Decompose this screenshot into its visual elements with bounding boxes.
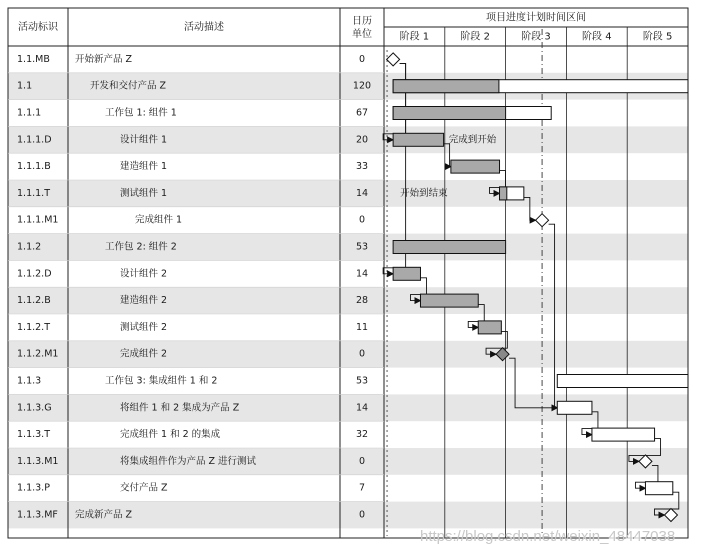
task-bar: [393, 107, 505, 120]
activity-duration: 0: [358, 53, 366, 65]
task-bar: [557, 401, 592, 414]
activity-description: 完成组件 2: [120, 348, 168, 360]
phase-label: 阶段 5: [642, 31, 673, 43]
task-bar: [393, 241, 505, 254]
activity-description: 将集成组件作为产品 Z 进行测试: [120, 455, 257, 467]
activity-id: 1.1.3.M1: [17, 455, 59, 467]
task-bar: [393, 80, 499, 93]
header-id: 活动标识: [18, 22, 58, 33]
row-band: [8, 448, 688, 475]
activity-duration: 14: [355, 402, 369, 414]
activity-description: 建造组件 2: [120, 295, 168, 307]
task-bar: [478, 321, 501, 334]
phase-label: 阶段 2: [460, 31, 490, 43]
activity-description: 设计组件 1: [120, 134, 168, 146]
activity-description: 建造组件 1: [120, 161, 168, 173]
phase-label: 阶段 3: [521, 31, 551, 43]
header-duration-line2: 单位: [352, 29, 372, 40]
row-band: [8, 287, 688, 314]
task-bar: [592, 428, 655, 441]
activity-id: 1.1.2.D: [17, 268, 52, 280]
activity-duration: 0: [358, 214, 366, 226]
activity-id: 1.1.2.M1: [17, 348, 59, 360]
activity-id: 1.1.2: [17, 241, 42, 253]
activity-description: 完成组件 1 和 2 的集成: [120, 429, 221, 441]
header-duration-line1: 日历: [352, 16, 372, 27]
task-bar: [420, 294, 478, 307]
row-band: [8, 126, 688, 153]
activity-id: 1.1.1.D: [17, 134, 52, 146]
task-bar: [393, 267, 420, 280]
activity-id: 1.1.MB: [17, 53, 50, 65]
row-band: [8, 341, 688, 368]
activity-duration: 0: [358, 509, 366, 521]
activity-duration: 0: [358, 455, 366, 467]
task-bar: [557, 375, 688, 388]
dependency-annotation: 开始到结束: [400, 187, 448, 199]
activity-id: 1.1.3.MF: [17, 509, 58, 521]
activity-duration: 53: [355, 241, 369, 253]
activity-id: 1.1.3.P: [17, 482, 50, 494]
activity-id: 1.1.2.T: [17, 321, 50, 333]
watermark: https://blog.csdn.net/weixin_48447038: [420, 528, 676, 545]
activity-description: 完成组件 1: [135, 214, 183, 226]
activity-description: 测试组件 2: [120, 321, 168, 333]
activity-duration: 33: [355, 161, 369, 173]
activity-id: 1.1.3.G: [17, 402, 52, 414]
milestone-marker: [387, 53, 400, 66]
activity-duration: 20: [355, 134, 369, 146]
activity-duration: 32: [355, 429, 369, 441]
activity-description: 开发和交付产品 Z: [90, 80, 167, 92]
activity-description: 将组件 1 和 2 集成为产品 Z: [120, 402, 240, 414]
milestone-marker: [536, 214, 549, 227]
activity-duration: 67: [355, 107, 369, 119]
task-bar: [393, 133, 443, 146]
activity-id: 1.1.2.B: [17, 295, 51, 307]
activity-id: 1.1.1.T: [17, 187, 50, 199]
activity-id: 1.1.3.T: [17, 429, 50, 441]
activity-duration: 11: [355, 321, 369, 333]
activity-id: 1.1.1: [17, 107, 42, 119]
activity-description: 设计组件 2: [120, 268, 168, 280]
header-timeline-title: 项目进度计划时间区间: [486, 12, 586, 24]
activity-duration: 28: [355, 295, 369, 307]
phase-label: 阶段 4: [582, 31, 612, 43]
activity-id: 1.1: [17, 80, 33, 92]
activity-description: 交付产品 Z: [120, 482, 168, 494]
activity-duration: 14: [355, 268, 369, 280]
row-band: [8, 180, 688, 207]
activity-description: 开始新产品 Z: [75, 53, 133, 65]
activity-duration: 0: [358, 348, 366, 360]
activity-duration: 14: [355, 187, 369, 199]
activity-description: 工作包 2: 组件 2: [105, 241, 177, 253]
dependency-annotation: 完成到开始: [448, 134, 497, 146]
activity-id: 1.1.3: [17, 375, 42, 387]
activity-id: 1.1.1.M1: [17, 214, 59, 226]
activity-duration: 53: [355, 375, 369, 387]
activity-description: 工作包 1: 组件 1: [105, 107, 177, 119]
task-bar: [451, 160, 500, 173]
activity-id: 1.1.1.B: [17, 161, 51, 173]
phase-label: 阶段 1: [399, 31, 430, 43]
activity-description: 完成新产品 Z: [75, 509, 133, 521]
activity-duration: 7: [358, 482, 366, 494]
task-bar: [645, 482, 672, 495]
activity-duration: 120: [352, 80, 372, 92]
header-description: 活动描述: [184, 22, 224, 33]
activity-description: 测试组件 1: [120, 187, 168, 199]
task-bar: [500, 187, 507, 200]
activity-description: 工作包 3: 集成组件 1 和 2: [105, 375, 218, 387]
